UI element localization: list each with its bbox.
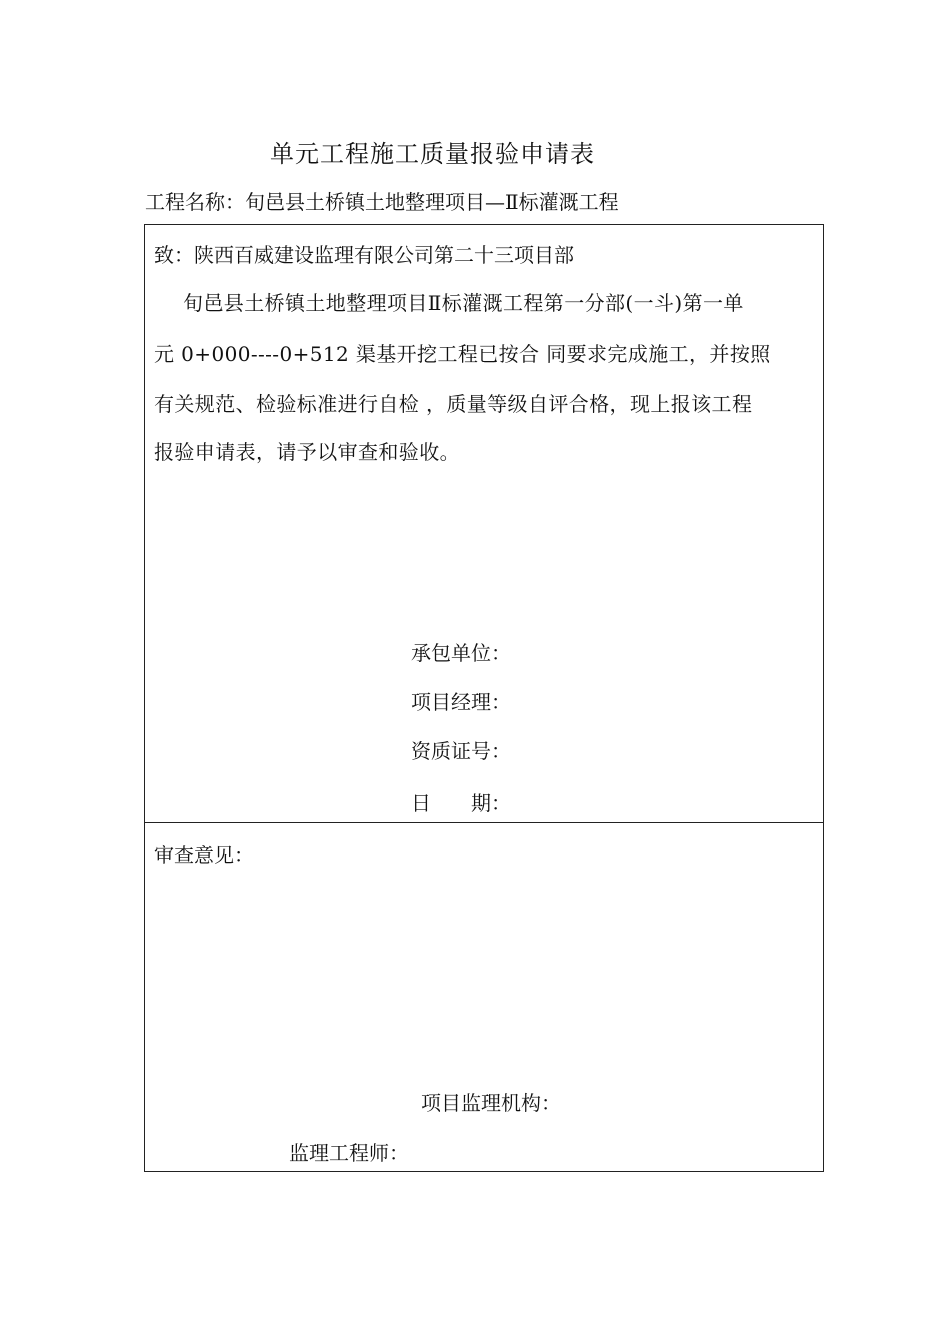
body-line-4: 报验申请表，请予以审查和验收。: [154, 440, 460, 464]
body-line-3: 有关规范、检验标准进行自检 ，质量等级自评合格，现上报该工程: [154, 392, 753, 416]
body-line-1: 旬邑县土桥镇土地整理项目Ⅱ标灌溉工程第一分部(一斗)第一单: [183, 291, 744, 315]
date-label: 日 期：: [411, 791, 511, 815]
contractor-label: 承包单位：: [411, 641, 511, 665]
addressee-line: 致：陕西百威建设监理有限公司第二十三项目部: [154, 243, 574, 267]
body-line-2: 元 0+000----0+512 渠基开挖工程已按合 同要求完成施工，并按照: [154, 342, 771, 366]
qualification-number-label: 资质证号：: [411, 739, 511, 763]
supervision-org-label: 项目监理机构：: [421, 1091, 561, 1115]
section-divider: [145, 822, 823, 823]
project-manager-label: 项目经理：: [411, 690, 511, 714]
project-name-line: 工程名称：旬邑县土桥镇土地整理项目—Ⅱ标灌溉工程: [145, 190, 619, 214]
page-title: 单元工程施工质量报验申请表: [270, 140, 595, 168]
application-form-table: [144, 224, 824, 1172]
review-opinion-label: 审查意见：: [154, 843, 254, 867]
supervising-engineer-label: 监理工程师：: [289, 1141, 409, 1165]
